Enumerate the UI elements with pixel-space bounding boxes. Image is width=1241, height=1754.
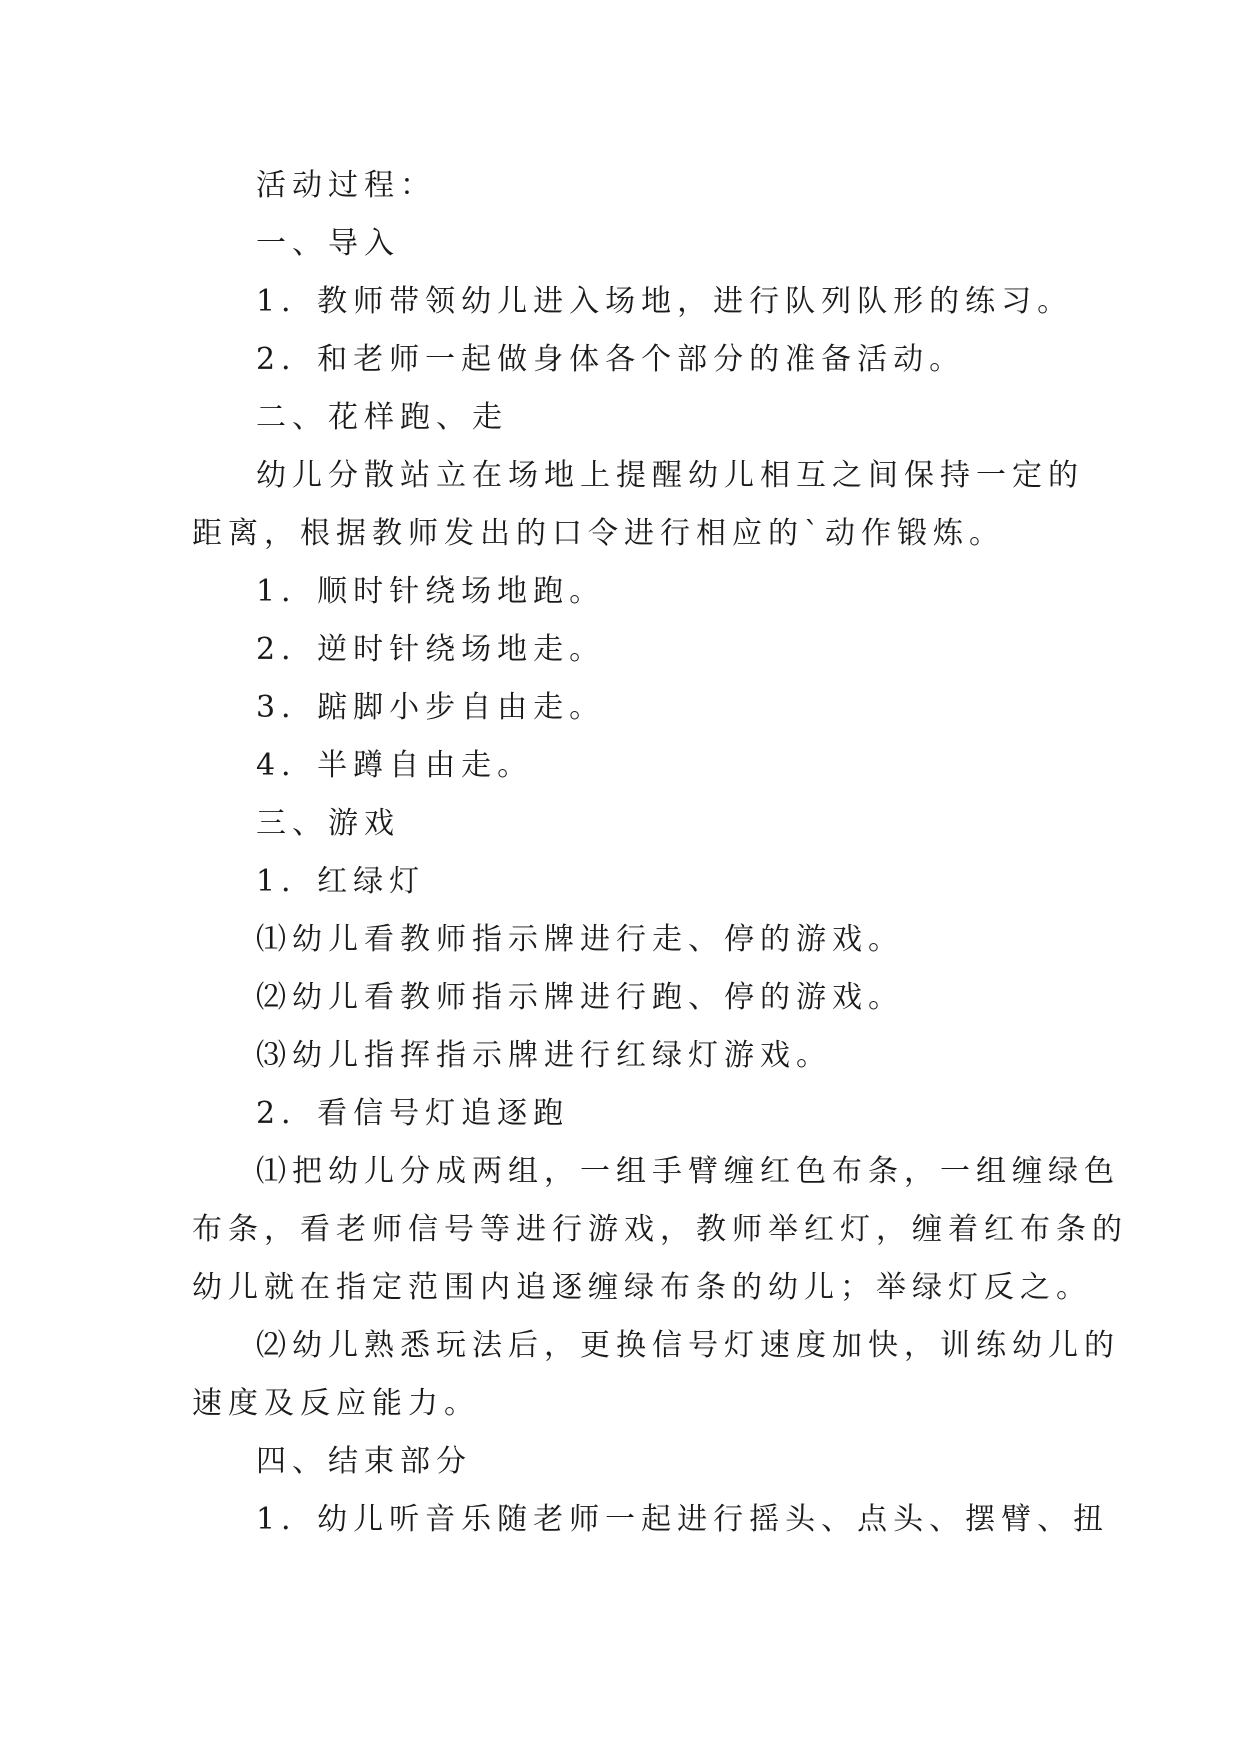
paragraph-line: 2．逆时针绕场地走。 [256, 632, 606, 667]
paragraph-line: ⑵幼儿看教师指示牌进行跑、停的游戏。 [256, 980, 904, 1015]
paragraph-line: ⑵幼儿熟悉玩法后，更换信号灯速度加快，训练幼儿的 [256, 1328, 1120, 1363]
heading-closing: 四、结束部分 [256, 1444, 472, 1479]
paragraph-line: 幼儿就在指定范围内追逐缠绿布条的幼儿；举绿灯反之。 [192, 1270, 1092, 1305]
paragraph-line: 1．教师带领幼儿进入场地，进行队列队形的练习。 [256, 284, 1074, 319]
paragraph-line: ⑴把幼儿分成两组，一组手臂缠红色布条，一组缠绿色 [256, 1154, 1120, 1189]
paragraph-line: 1．顺时针绕场地跑。 [256, 574, 606, 609]
paragraph-line: 幼儿分散站立在场地上提醒幼儿相互之间保持一定的 [256, 458, 1084, 493]
paragraph-line: 4．半蹲自由走。 [256, 748, 534, 783]
paragraph-line: 3．踮脚小步自由走。 [256, 690, 606, 725]
paragraph-line: 2．和老师一起做身体各个部分的准备活动。 [256, 342, 966, 377]
heading-games: 三、游戏 [256, 806, 400, 841]
paragraph-line: 速度及反应能力。 [192, 1386, 480, 1421]
paragraph-line: ⑴幼儿看教师指示牌进行走、停的游戏。 [256, 922, 904, 957]
paragraph-line: 布条，看老师信号等进行游戏，教师举红灯，缠着红布条的 [192, 1212, 1128, 1247]
document-page [192, 157, 1128, 1549]
paragraph-line: 1．幼儿听音乐随老师一起进行摇头、点头、摆臂、扭 [256, 1502, 1110, 1537]
paragraph-line: 1．红绿灯 [256, 864, 426, 899]
paragraph-line: 2．看信号灯追逐跑 [256, 1096, 570, 1131]
heading-fancy-run-walk: 二、花样跑、走 [256, 400, 508, 435]
paragraph-line: ⑶幼儿指挥指示牌进行红绿灯游戏。 [256, 1038, 832, 1073]
section-title-activity-process: 活动过程： [256, 168, 436, 203]
heading-intro: 一、导入 [256, 226, 400, 261]
paragraph-line: 距离，根据教师发出的口令进行相应的`动作锻炼。 [192, 516, 1005, 551]
